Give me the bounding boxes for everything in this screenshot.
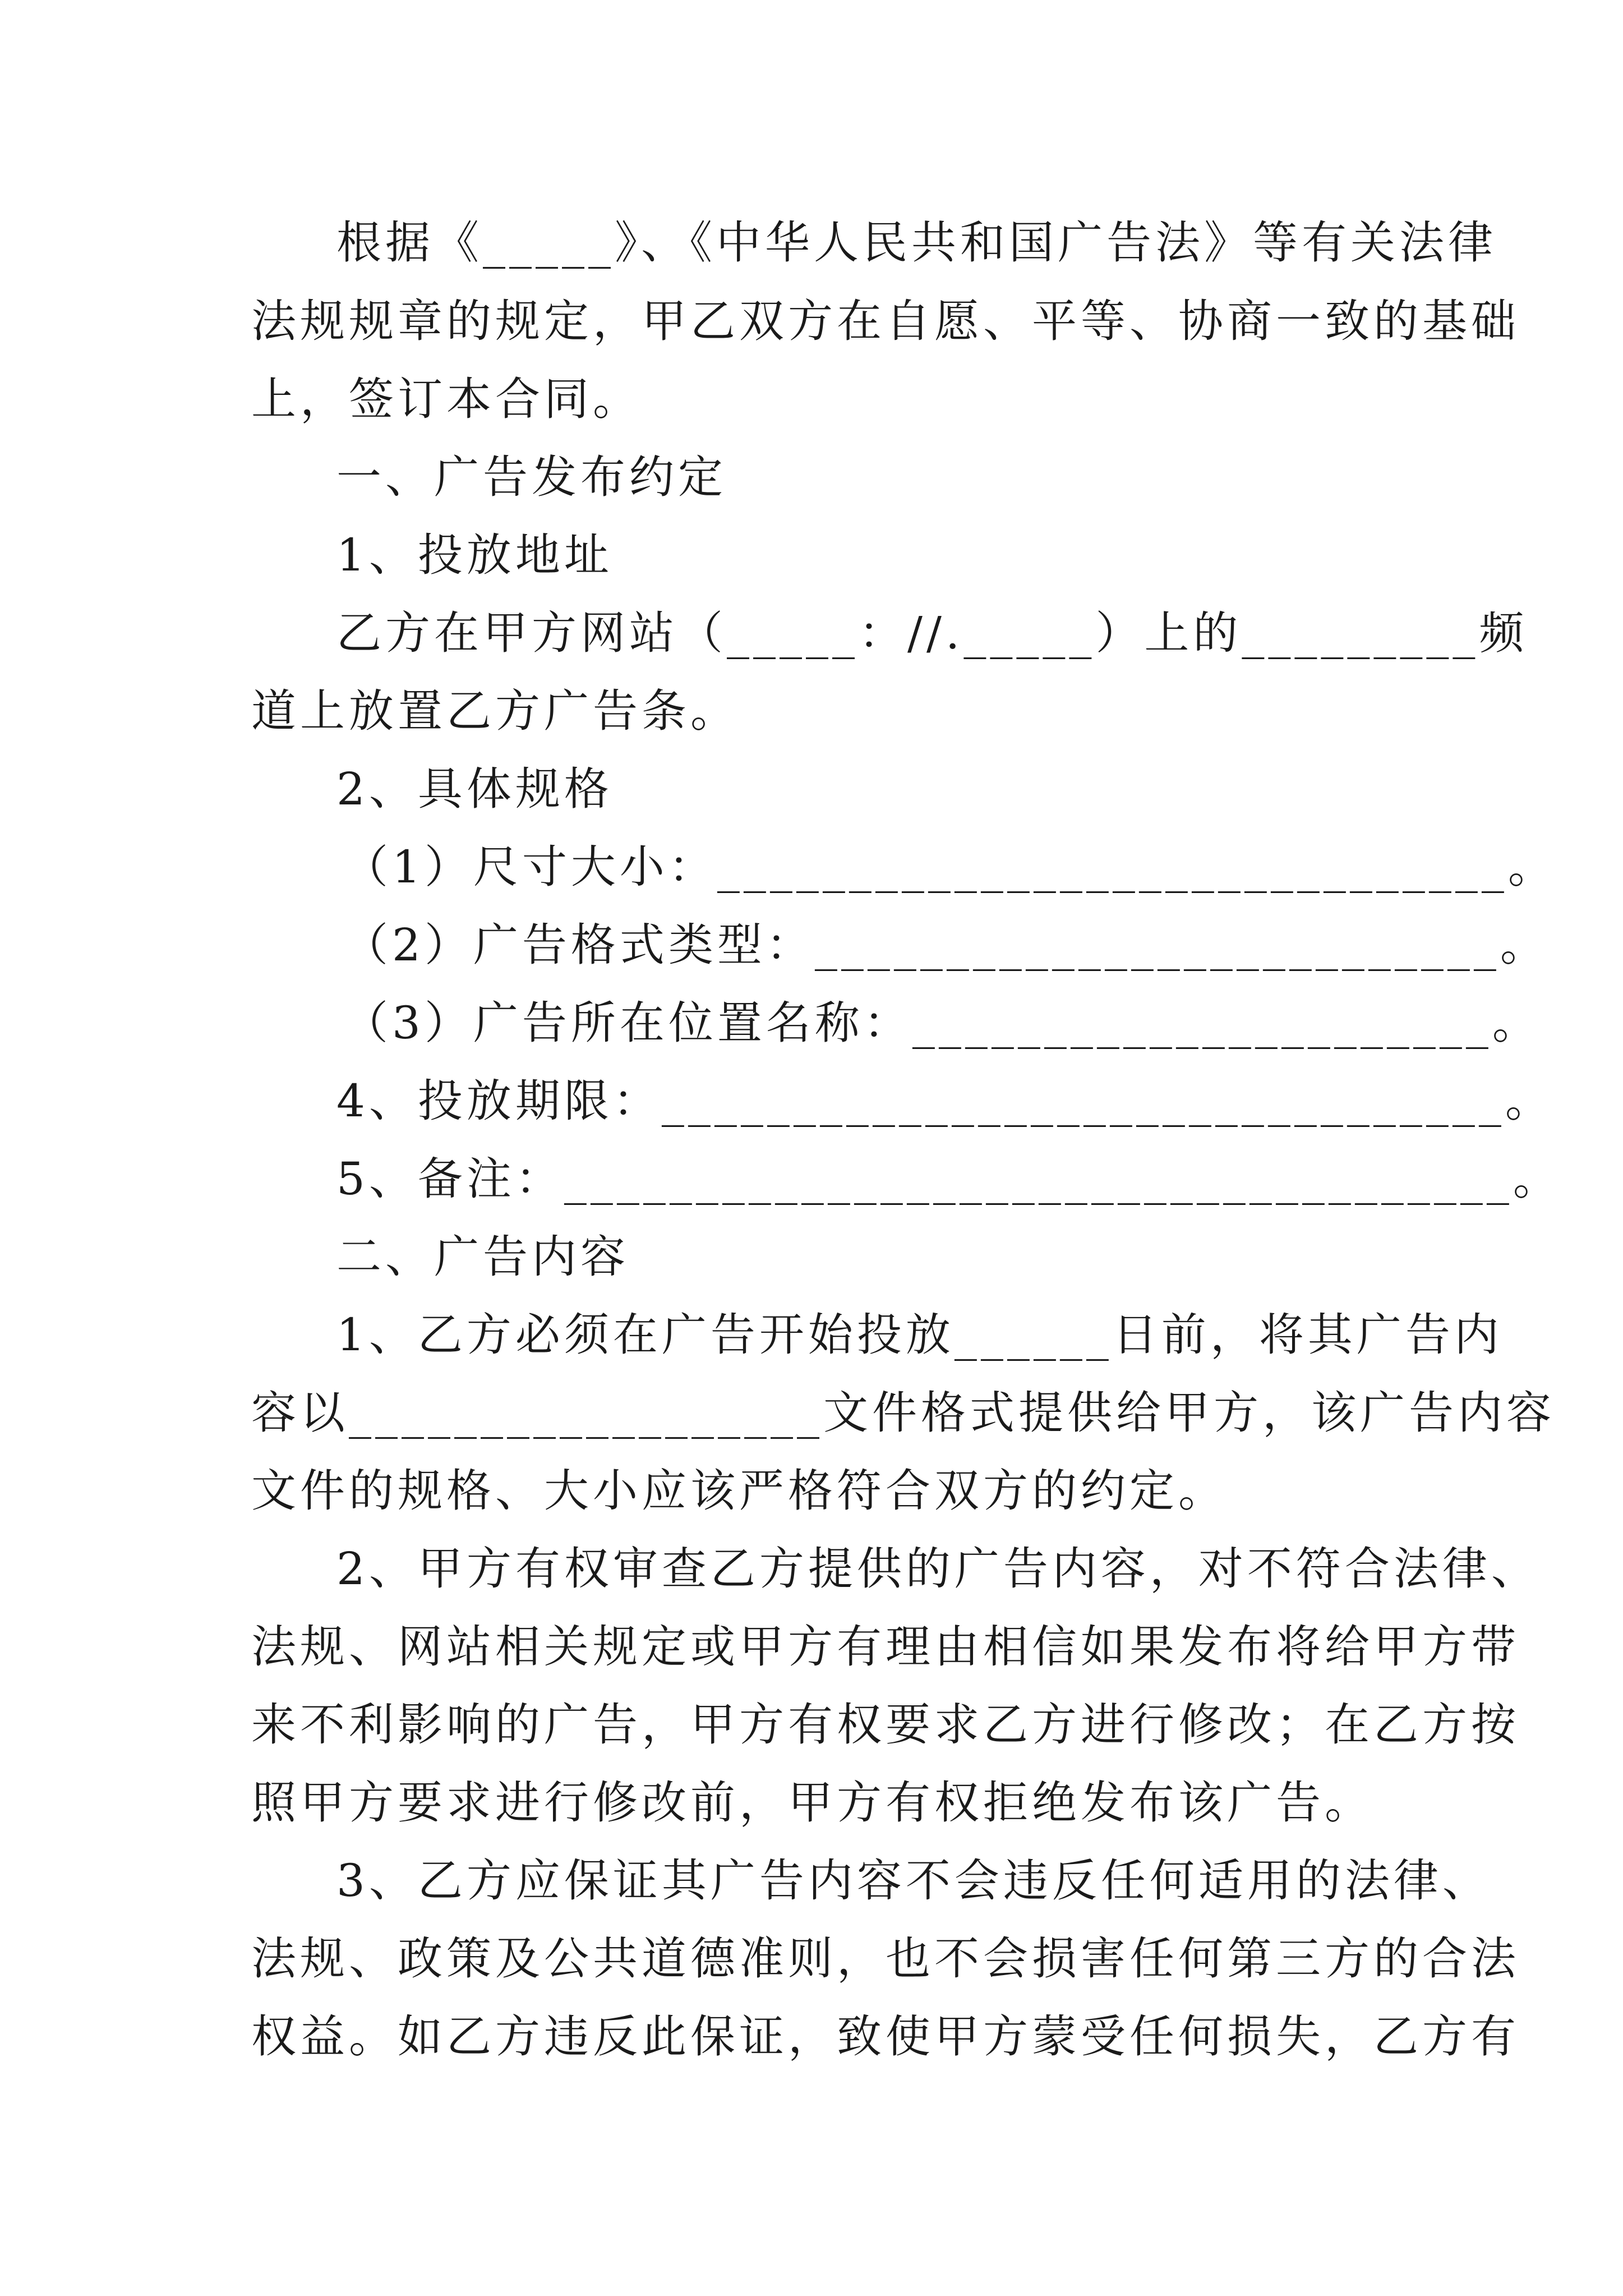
paragraph-line: 照甲方要求进行修改前，甲方有权拒绝发布该广告。 [251, 1777, 1373, 1829]
paragraph-line: 道上放置乙方广告条。 [251, 685, 739, 737]
paragraph-line: 1、乙方必须在广告开始投放______日前，将其广告内 [336, 1309, 1503, 1361]
paragraph-line: 法规规章的规定，甲乙双方在自愿、平等、协商一致的基础 [251, 295, 1520, 347]
form-field-line: （3）广告所在位置名称：______________________。 [343, 997, 1541, 1049]
form-field-line: （2）广告格式类型：__________________________。 [343, 919, 1549, 971]
form-field-line: 5、备注：____________________________________。 [336, 1153, 1562, 1205]
paragraph-line: 容以__________________文件格式提供给甲方，该广告内容 [251, 1387, 1555, 1439]
paragraph-line: 来不利影响的广告，甲方有权要求乙方进行修改；在乙方按 [251, 1699, 1520, 1751]
paragraph-line: 根据《_____》、《中华人民共和国广告法》等有关法律 [336, 217, 1497, 269]
paragraph-line: 权益。如乙方违反此保证，致使甲方蒙受任何损失，乙方有 [251, 2010, 1520, 2063]
paragraph-line: 法规、政策及公共道德准则，也不会损害任何第三方的合法 [251, 1932, 1520, 1985]
paragraph-line: 乙方在甲方网站（_____：//._____）上的_________频 [336, 607, 1528, 659]
paragraph-line: 文件的规格、大小应该严格符合双方的约定。 [251, 1465, 1227, 1517]
form-field-line: （1）尺寸大小：______________________________。 [343, 841, 1557, 893]
paragraph-line: 上，签订本合同。 [251, 373, 642, 425]
paragraph-line: 3、乙方应保证其广告内容不会违反任何适用的法律、 [336, 1855, 1491, 1907]
subsection-heading: 1、投放地址 [336, 529, 613, 581]
form-field-line: 4、投放期限：________________________________。 [336, 1075, 1554, 1127]
subsection-heading: 2、具体规格 [336, 763, 613, 815]
section-heading: 一、广告发布约定 [336, 451, 727, 503]
paragraph-line: 2、甲方有权审查乙方提供的广告内容，对不符合法律、 [336, 1543, 1540, 1595]
section-heading: 二、广告内容 [336, 1231, 629, 1283]
paragraph-line: 法规、网站相关规定或甲方有理由相信如果发布将给甲方带 [251, 1621, 1520, 1673]
